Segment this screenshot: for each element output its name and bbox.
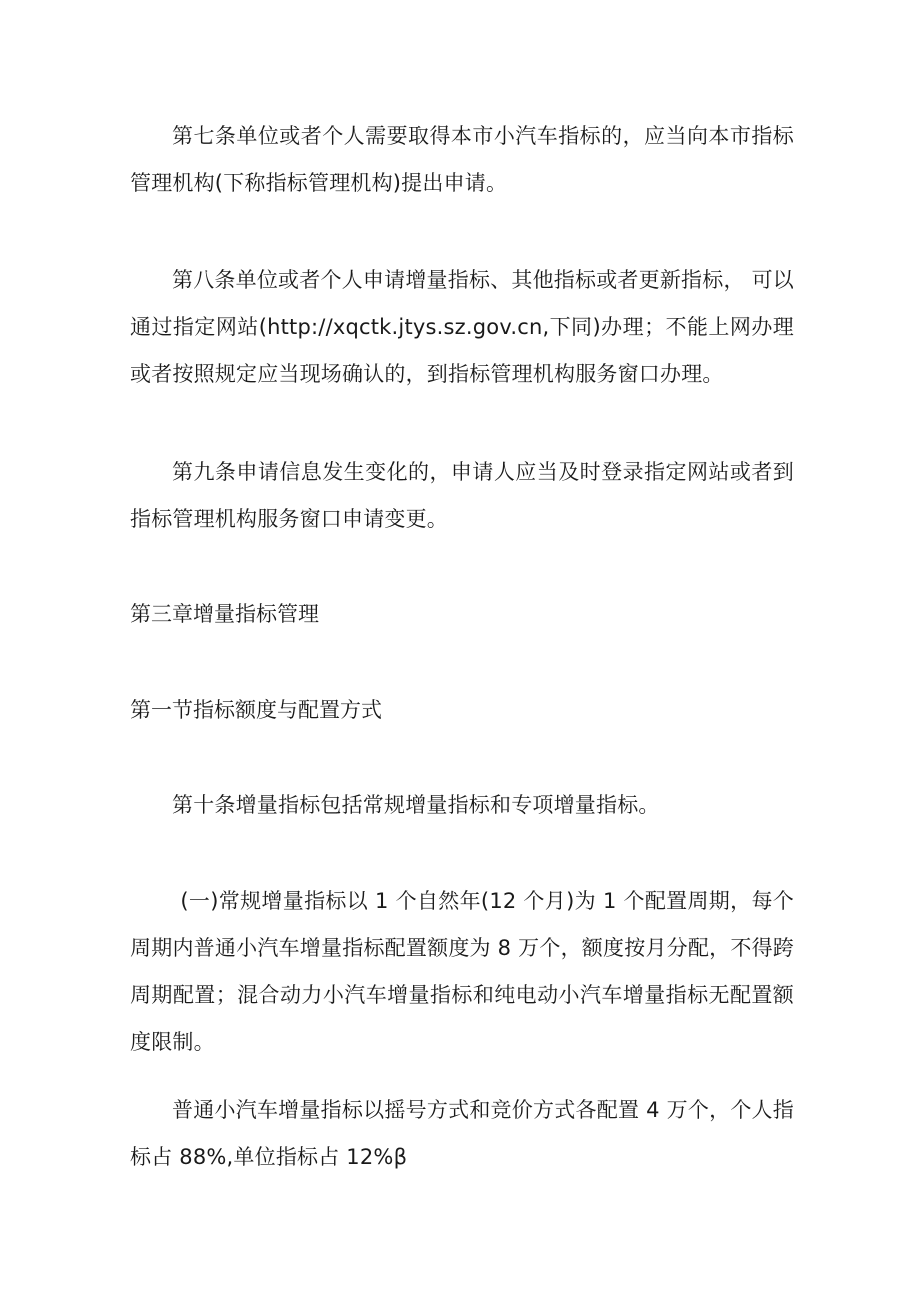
chapter-3-heading: 第三章增量指标管理	[130, 602, 319, 626]
section-1-heading: 第一节指标额度与配置方式	[130, 698, 382, 722]
article-8-paragraph: 第八条单位或者个人申请增量指标、其他指标或者更新指标， 可以通过指定网站(http://xqctk.jtys.sz.gov.cn,下同)办理；不能上网办理或者按照规定应当现场确认的，到指标管理机构服务窗口办理。	[130, 268, 794, 386]
article-9-paragraph: 第九条申请信息发生变化的，申请人应当及时登录指定网站或者到指标管理机构服务窗口申请变更。	[130, 460, 794, 531]
article-10-paragraph: 第十条增量指标包括常规增量指标和专项增量指标。	[172, 793, 660, 817]
article-7-paragraph: 第七条单位或者个人需要取得本市小汽车指标的，应当向本市指标管理机构(下称指标管理机构)提出申请。	[130, 124, 794, 195]
quota-allocation-paragraph: 普通小汽车增量指标以摇号方式和竞价方式各配置 4 万个，个人指标占 88%,单位指标占 12%β	[130, 1098, 794, 1169]
article-10-item-1-paragraph: (一)常规增量指标以 1 个自然年(12 个月)为 1 个配置周期，每个周期内普通小汽车增量指标配置额度为 8 万个，额度按月分配，不得跨周期配置；混合动力小汽车增量指标和纯电动小汽车增量指标无配置额度限制。	[130, 889, 794, 1054]
